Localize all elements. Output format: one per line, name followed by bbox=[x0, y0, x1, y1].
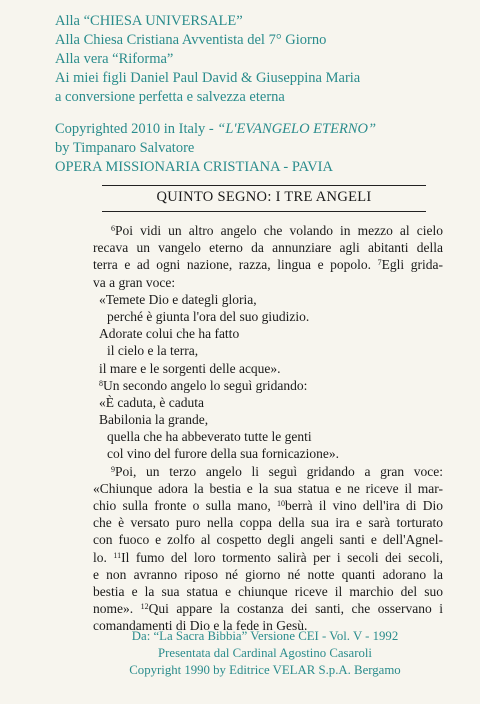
dedication-block bbox=[55, 12, 470, 107]
footer-line: Copyright 1990 by Editrice VELAR S.p.A. Bergamo bbox=[129, 663, 401, 677]
verse-number: 6 bbox=[111, 224, 115, 233]
verse-number: 7 bbox=[377, 258, 382, 268]
text-line: va a gran voce: bbox=[93, 274, 176, 290]
text-line: e non avranno riposo né giorno né notte quanti adorano la bbox=[93, 566, 443, 582]
section-rule-top bbox=[102, 185, 426, 186]
dedication-line: Ai miei figli Daniel Paul David & Giuseppina Maria bbox=[55, 70, 361, 86]
dedication-line: Alla Chiesa Cristiana Avventista del 7° Giorno bbox=[55, 32, 327, 48]
verse-number: 9 bbox=[111, 464, 115, 474]
verse-number: 11 bbox=[113, 550, 122, 560]
text-line: $^6$Poi vidi un altro angelo che volando in mezzo al cielo bbox=[111, 223, 443, 238]
text-line: chio sulla fronte o sulla mano, $^{10}$berrà il vino dell'ira di Dio bbox=[93, 498, 443, 513]
section-title: QUINTO SEGNO: I TRE ANGELI bbox=[156, 189, 372, 205]
text-line: Babilonia la grande, bbox=[99, 412, 209, 428]
text-line: bestia e la sua statua e chiunque riceve il marchio del suo bbox=[93, 583, 443, 599]
copyright-block bbox=[55, 120, 470, 177]
book-title: “L'EVANGELO ETERNO” bbox=[217, 121, 377, 137]
text-line: comandamenti di Dio e la fede in Gesù. bbox=[93, 618, 308, 634]
text-line: $^8$Un secondo angelo lo seguì gridando: bbox=[99, 377, 308, 393]
text-line: lo. $^{11}$Il fumo del loro tormento salirà per i secoli dei secoli, bbox=[93, 549, 443, 565]
verse-number: 10 bbox=[276, 499, 285, 508]
dedication-line: a conversione perfetta e salvezza eterna bbox=[55, 89, 285, 105]
text-line: il cielo e la terra, bbox=[107, 343, 199, 359]
organization-line: OPERA MISSIONARIA CRISTIANA - PAVIA bbox=[55, 159, 333, 175]
verse-number: 12 bbox=[140, 602, 149, 612]
section-rule-bottom bbox=[102, 211, 426, 212]
copyright-line bbox=[55, 120, 470, 139]
dedication-line: Alla “CHIESA UNIVERSALE” bbox=[55, 13, 243, 29]
text-line: terra e ad ogni nazione, razza, lingua e popolo. $^7$Egli grida- bbox=[93, 257, 443, 273]
text-line: recava un vangelo eterno da annunziare agli abitanti della bbox=[93, 240, 443, 256]
text-line: nome». $^{12}$Qui appare la costanza dei santi, che osservano i bbox=[93, 601, 443, 617]
text-line: col vino del furore della sua fornicazione». bbox=[107, 446, 340, 462]
footer-line: Presentata dal Cardinal Agostino Casaroli bbox=[158, 646, 372, 660]
text-line: «È caduta, è caduta bbox=[99, 394, 204, 410]
scripture-text bbox=[93, 222, 443, 635]
text-line: che è versato puro nella coppa della sua ira e sarà torturato bbox=[93, 515, 443, 531]
author-line: by Timpanaro Salvatore bbox=[55, 140, 195, 156]
verse-number: 8 bbox=[99, 378, 103, 388]
footer-line: Da: “La Sacra Bibbia” Versione CEI - Vol. V - 1992 bbox=[131, 629, 399, 643]
text-line: Adorate colui che ha fatto bbox=[99, 326, 240, 342]
copyright-prefix: Copyrighted 2010 in Italy - bbox=[55, 121, 218, 137]
text-line: perché è giunta l'ora del suo giudizio. bbox=[107, 308, 310, 324]
text-line: quella che ha abbeverato tutte le genti bbox=[107, 429, 312, 445]
dedication-line: Alla vera “Riforma” bbox=[55, 51, 174, 67]
text-line: «Temete Dio e dategli gloria, bbox=[99, 291, 257, 307]
source-footer bbox=[80, 628, 450, 679]
text-line: $^9$Poi, un terzo angelo li seguì gridando a gran voce: bbox=[111, 463, 443, 479]
text-line: con fuoco e zolfo al cospetto degli angeli santi e dell'Agnel- bbox=[93, 532, 443, 548]
text-line: «Chiunque adora la bestia e la sua statua e ne riceve il mar- bbox=[93, 480, 443, 496]
text-line: il mare e le sorgenti delle acque». bbox=[99, 360, 281, 376]
